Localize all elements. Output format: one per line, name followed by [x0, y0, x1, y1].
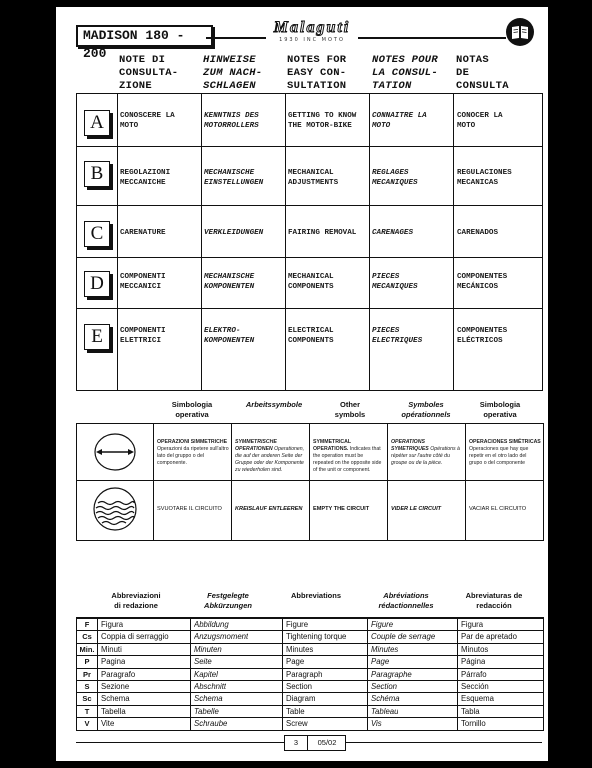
section-letter-b[interactable]: B	[84, 161, 110, 187]
row-d-fr[interactable]: PIECES MECANIQUES	[372, 273, 418, 291]
abbr-fr: Schéma	[371, 694, 400, 704]
col-divider	[309, 424, 310, 540]
abbr-es: Figura	[461, 620, 484, 629]
sym-header-de: Arbeitssymbole	[245, 400, 303, 409]
abbr-it: Schema	[101, 694, 130, 704]
row-divider	[77, 146, 542, 147]
brand-logo	[266, 19, 358, 47]
table-row	[77, 668, 543, 681]
abbr-fr: Vis	[371, 719, 382, 729]
abbr-it: Figura	[101, 620, 124, 629]
row-e-en[interactable]: ELECTRICAL COMPONENTS	[288, 327, 334, 345]
row-a-fr[interactable]: CONNAITRE LA MOTO	[372, 112, 427, 130]
abbr-header-en: Abbreviations	[290, 591, 341, 600]
table-row	[77, 630, 543, 643]
abbr-code: F	[84, 620, 90, 629]
row-e-de[interactable]: ELEKTRO- KOMPONENTEN	[204, 327, 255, 345]
abbr-header-it: Abbreviazioni di redazione	[111, 591, 161, 610]
table-row	[77, 717, 543, 730]
abbr-header-de: Festgelegte Abkürzungen	[204, 591, 252, 610]
col-divider	[117, 94, 118, 390]
abbr-en: Screw	[286, 719, 308, 729]
abbr-de: Kapitel	[194, 669, 218, 679]
open-book-icon	[506, 18, 534, 46]
abbr-fr: Couple de serrage	[371, 632, 436, 642]
table-row	[77, 680, 543, 693]
sym-desc-en: SYMMETRICAL OPERATIONS. Indicates that the operation must be repeated on the opposite side of the unit or component.	[313, 439, 382, 473]
table-row	[77, 705, 543, 718]
row-c-es[interactable]: CARENADOS	[457, 229, 499, 237]
table-row	[77, 618, 543, 631]
col-divider	[465, 424, 466, 540]
row-a-de[interactable]: KENNTNIS DES MOTORROLLERS	[204, 112, 259, 130]
sym-desc-es: OPERACIONES SIMÉTRICAS Operaciones que hay que repetir en el otro lado del grupo o del componente	[469, 439, 541, 466]
page-date: 05/02	[317, 738, 337, 747]
sym-header-es: Simbologia operativa	[479, 400, 521, 419]
abbr-code: S	[84, 682, 90, 691]
row-d-de[interactable]: MECHANISCHE KOMPONENTEN	[204, 273, 255, 291]
abbr-de: Anzugsmoment	[194, 632, 249, 642]
model-title: MADISON 180 - 200	[76, 25, 213, 47]
abbr-en: Tightening torque	[286, 632, 347, 642]
row-b-de[interactable]: MECHANISCHE EINSTELLUNGEN	[204, 169, 264, 187]
row-a-it[interactable]: CONOSCERE LA MOTO	[120, 112, 175, 130]
col-divider	[231, 424, 232, 540]
row-c-de[interactable]: VERKLEIDUNGEN	[204, 229, 264, 237]
sym-header-it: Simbologia operativa	[171, 400, 213, 419]
col-divider	[387, 424, 388, 540]
section-letter-a[interactable]: A	[84, 110, 110, 136]
abbr-de: Tabelle	[194, 706, 219, 716]
abbr-it: Sezione	[101, 682, 130, 691]
abbr-fr: Figure	[371, 620, 394, 629]
abbr-de: Abbildung	[194, 620, 229, 629]
row-a-es[interactable]: CONOCER LA MOTO	[457, 112, 503, 130]
section-letter-e[interactable]: E	[84, 324, 110, 350]
drain-fr: VIDER LE CIRCUIT	[391, 506, 442, 512]
abbr-header-es: Abreviaturas de redacción	[465, 591, 523, 610]
col-header-fr: NOTES POUR LA CONSUL- TATION	[372, 54, 439, 92]
col-header-en: NOTES FOR EASY CON- SULTATION	[287, 54, 347, 92]
brand-name: Malaguti	[273, 19, 351, 36]
abbr-en: Page	[286, 657, 305, 667]
row-c-en[interactable]: FAIRING REMOVAL	[288, 229, 357, 237]
row-divider	[77, 205, 542, 206]
drain-it: SVUOTARE IL CIRCUITO	[157, 506, 222, 512]
row-e-fr[interactable]: PIECES ELECTRIQUES	[372, 327, 423, 345]
abbr-en: Section	[286, 682, 313, 691]
drain-es: VACIAR EL CIRCUITO	[469, 506, 527, 512]
abbr-code: P	[84, 657, 90, 667]
abbr-es: Par de apretado	[461, 632, 517, 642]
section-letter-d[interactable]: D	[84, 271, 110, 297]
abbreviations-table	[76, 617, 544, 731]
row-divider	[77, 257, 542, 258]
abbr-fr: Page	[371, 657, 390, 667]
abbr-fr: Section	[371, 682, 398, 691]
sym-desc-fr: OPERATIONS SYMETRIQUES Opérations à répéter sur l'autre côté du groupe ou de la pièce.	[391, 439, 460, 466]
abbr-it: Coppia di serraggio	[101, 632, 169, 642]
abbr-en: Minutes	[286, 644, 314, 654]
abbr-code: V	[84, 719, 90, 729]
abbr-es: Párrafo	[461, 669, 487, 679]
col-header-de: HINWEISE ZUM NACH- SCHLAGEN	[203, 54, 263, 92]
abbr-it: Tabella	[101, 706, 126, 716]
abbr-it: Paragrafo	[101, 669, 136, 679]
row-e-es[interactable]: COMPONENTES ELÉCTRICOS	[457, 327, 508, 345]
abbr-en: Diagram	[286, 694, 316, 704]
col-header-it: NOTE DI CONSULTA- ZIONE	[119, 54, 179, 92]
abbr-code: Pr	[83, 669, 91, 679]
drain-en: EMPTY THE CIRCUIT	[313, 506, 370, 512]
consultation-table	[76, 93, 543, 391]
drain-de: KREISLAUF ENTLEEREN	[235, 506, 303, 512]
abbr-fr: Tableau	[371, 706, 399, 716]
col-divider	[153, 424, 154, 540]
sym-header-en: Other symbols	[334, 400, 366, 419]
abbr-fr: Minutes	[371, 644, 399, 654]
abbr-en: Paragraph	[286, 669, 323, 679]
col-header-es: NOTAS DE CONSULTA	[456, 54, 509, 92]
abbr-code: T	[84, 706, 90, 716]
row-b-en[interactable]: MECHANICAL ADJUSTMENTS	[288, 169, 339, 187]
sym-desc-de: SYMMETRISCHE OPERATIONEN Operationen, die auf der anderen Seite der Gruppe oder der Komponente zu wiederholen sind.	[235, 439, 305, 473]
symbols-table	[76, 423, 544, 541]
sym-desc-it: OPERAZIONI SIMMETRICHE Operazioni da ripetere sull'altro lato del gruppo o del componente.	[157, 439, 229, 466]
row-divider	[77, 308, 542, 309]
col-divider	[369, 94, 370, 390]
abbr-de: Schema	[194, 694, 223, 704]
page-number: 3	[285, 736, 308, 750]
abbr-de: Seite	[194, 657, 212, 667]
col-divider	[285, 94, 286, 390]
abbr-es: Esquema	[461, 694, 494, 704]
abbr-fr: Paragraphe	[371, 669, 412, 679]
abbr-en: Table	[286, 706, 305, 716]
abbr-es: Sección	[461, 682, 489, 691]
row-a-en[interactable]: GETTING TO KNOW THE MOTOR-BIKE	[288, 112, 357, 130]
abbr-es: Tornillo	[461, 719, 486, 729]
abbr-de: Schraube	[194, 719, 228, 729]
abbr-de: Minuten	[194, 644, 222, 654]
row-d-en[interactable]: MECHANICAL COMPONENTS	[288, 273, 334, 291]
col-divider	[453, 94, 454, 390]
row-c-fr[interactable]: CARENAGES	[372, 229, 414, 237]
abbr-en: Figure	[286, 620, 309, 629]
col-divider	[201, 94, 202, 390]
page-number-box	[284, 735, 346, 751]
abbr-es: Minutos	[461, 644, 489, 654]
abbr-code: Min.	[79, 644, 95, 654]
row-c-it[interactable]: CARENATURE	[120, 229, 166, 237]
abbr-es: Tabla	[461, 706, 480, 716]
row-divider	[77, 480, 543, 481]
abbr-code: Sc	[82, 694, 92, 704]
row-d-es[interactable]: COMPONENTES MECÁNICOS	[457, 273, 508, 291]
row-e-it[interactable]: COMPONENTI ELETTRICI	[120, 327, 166, 345]
manual-page	[56, 7, 548, 761]
abbr-header-fr: Abréviations rédactionnelles	[378, 591, 434, 610]
liquid-drain-icon	[92, 486, 138, 532]
abbr-it: Pagina	[101, 657, 126, 667]
abbr-it: Vite	[101, 719, 115, 729]
abbr-it: Minuti	[101, 644, 122, 654]
table-row	[77, 692, 543, 705]
row-d-it[interactable]: COMPONENTI MECCANICI	[120, 273, 166, 291]
abbr-code: Cs	[82, 632, 92, 642]
abbr-de: Abschnitt	[194, 682, 227, 691]
abbr-es: Página	[461, 657, 486, 667]
table-row	[77, 655, 543, 668]
double-arrow-circle-icon	[93, 432, 137, 472]
sym-header-fr: Symboles opérationnels	[401, 400, 451, 419]
row-b-it[interactable]: REGOLAZIONI MECCANICHE	[120, 169, 171, 187]
table-row	[77, 643, 543, 656]
row-b-fr[interactable]: REGLAGES MECANIQUES	[372, 169, 418, 187]
section-letter-c[interactable]: C	[84, 221, 110, 247]
row-b-es[interactable]: REGULACIONES MECANICAS	[457, 169, 512, 187]
brand-subtitle: 1930 INC MOTO	[279, 37, 345, 43]
